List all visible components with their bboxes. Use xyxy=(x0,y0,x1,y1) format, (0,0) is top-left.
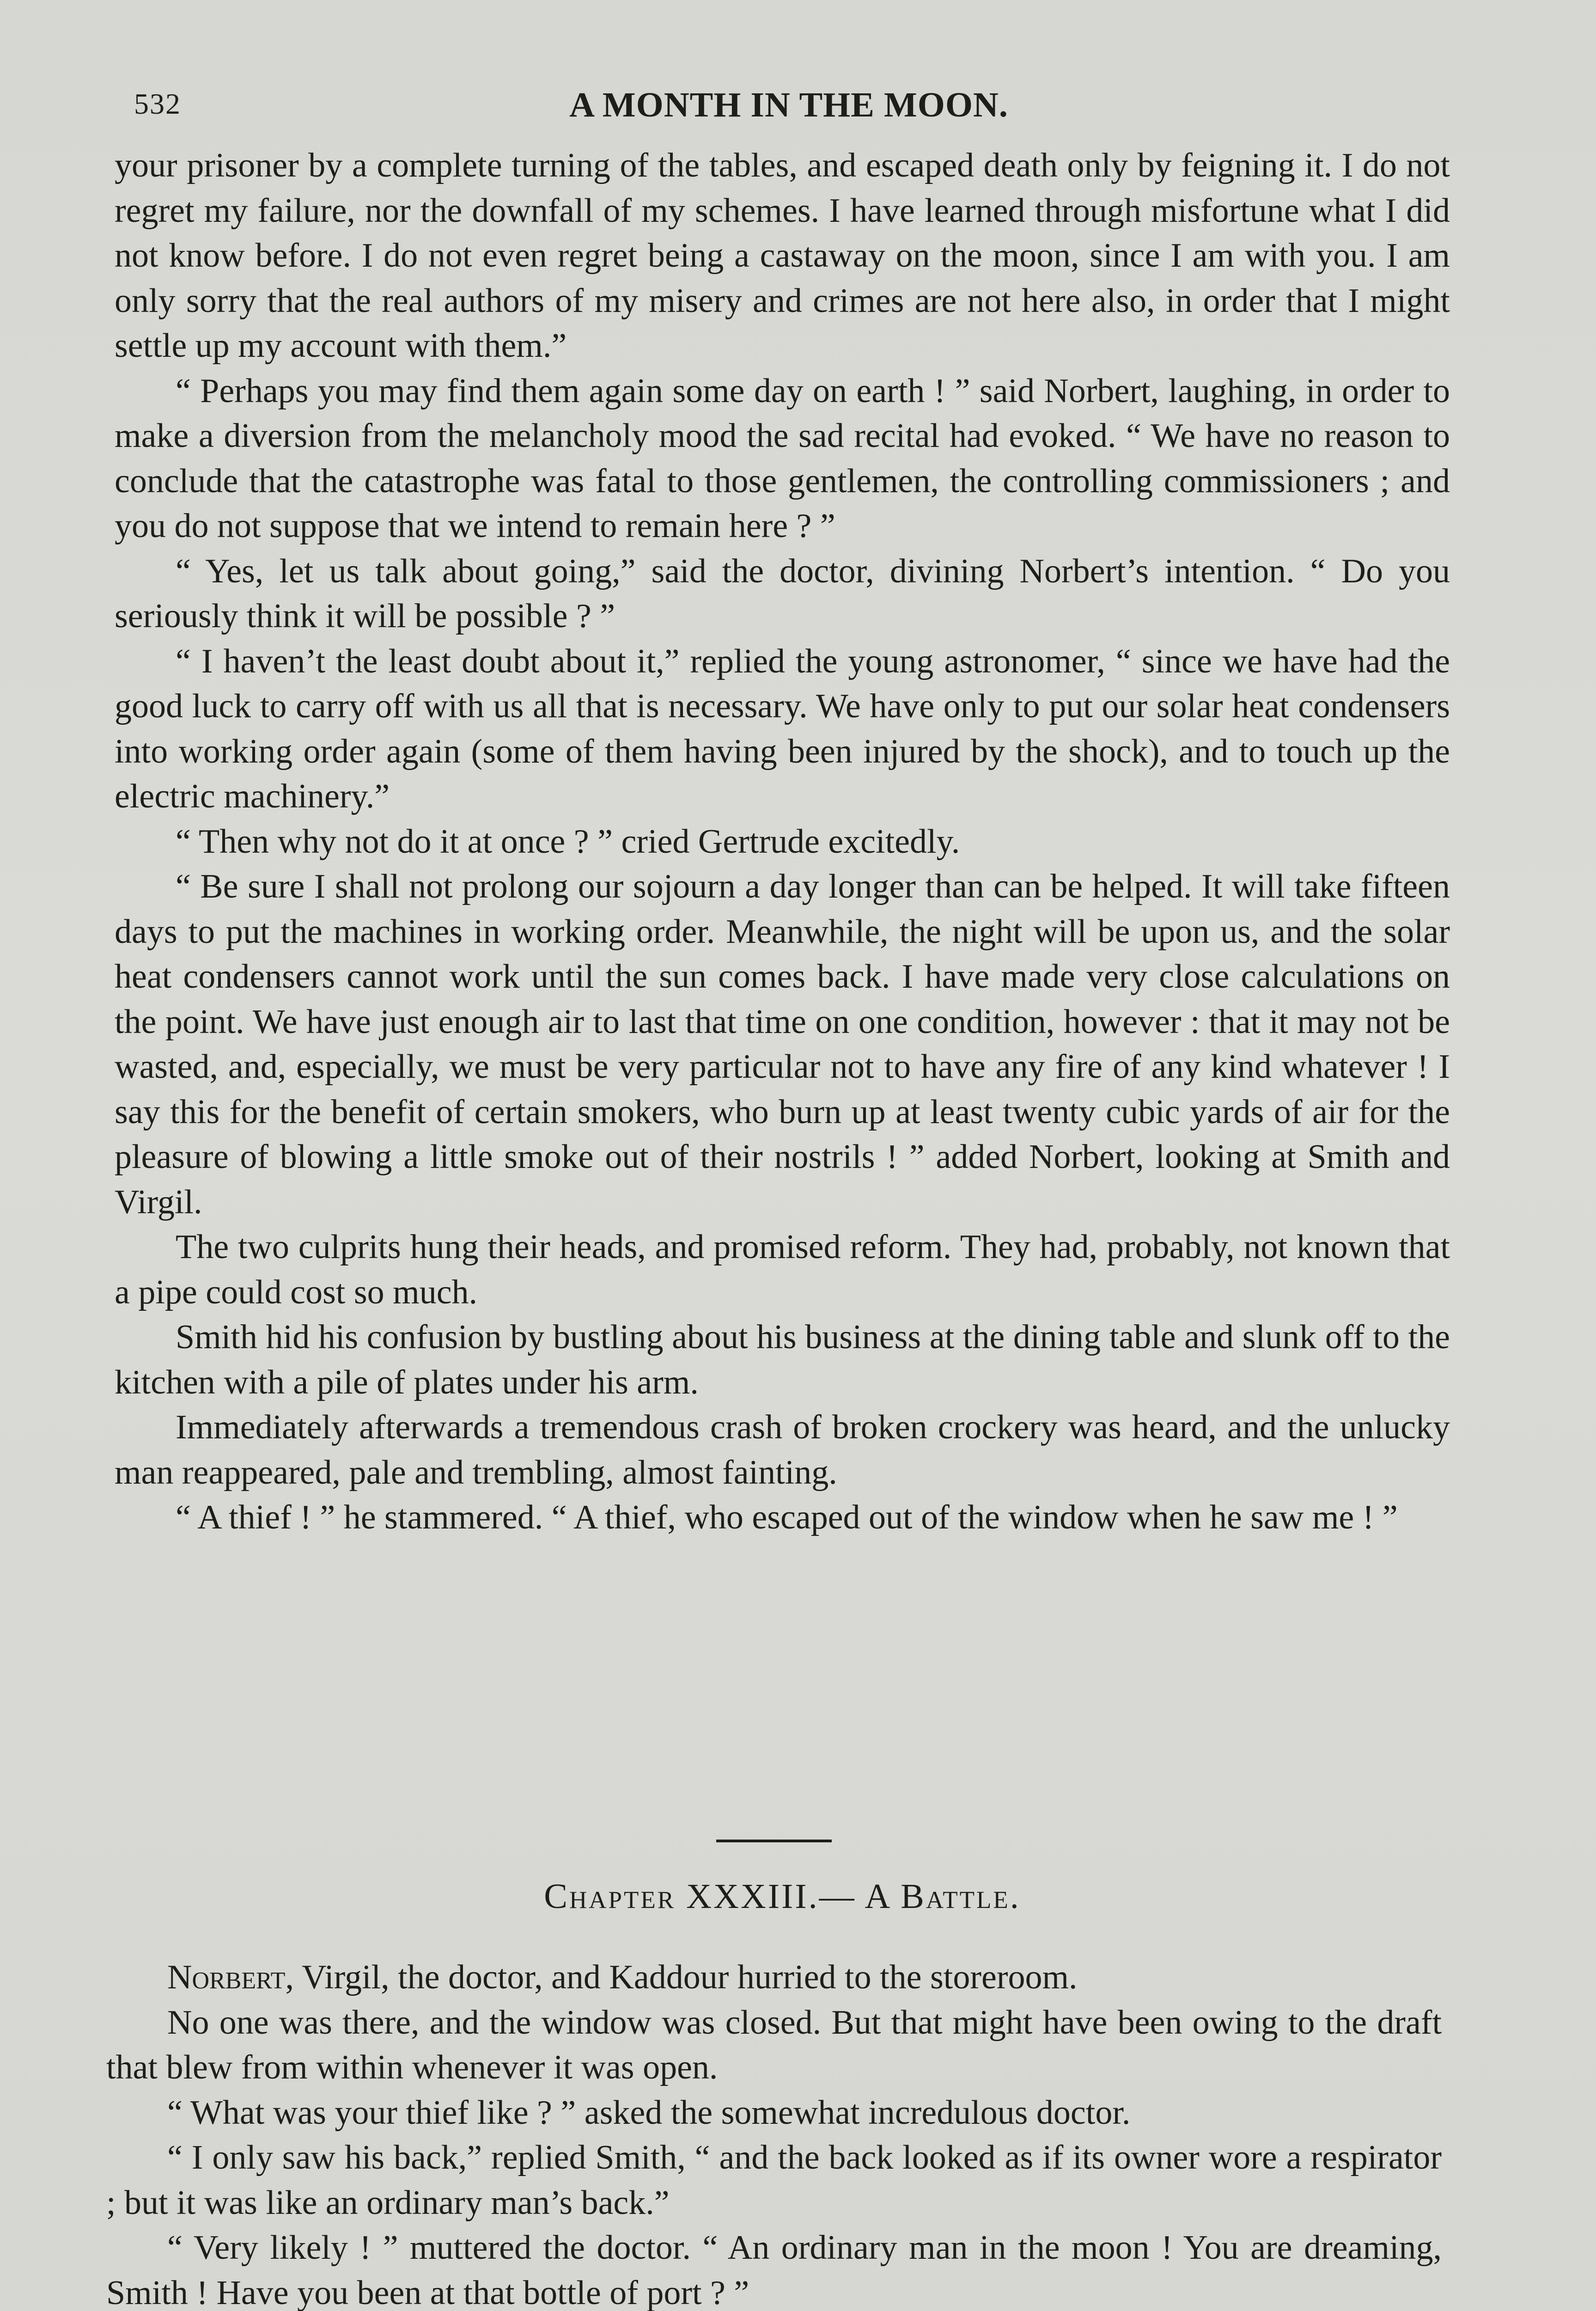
paragraph: “ I haven’t the least doubt about it,” replied the young astronomer, “ since we have had the good luck to carry off with us all that is necessary. We have only to put our solar heat condensers into working order again (some of them having been injured by the shock), and to touch up the electric machinery.” xyxy=(115,642,1450,815)
chapter-title: Chapter XXXIII.— A Battle. xyxy=(544,1877,1021,1916)
drop-word: Norbert, xyxy=(167,1958,294,1996)
paragraph: Smith hid his confusion by bustling about his business at the dining table and slunk off to the kitchen with a pile of plates under his arm. xyxy=(115,1318,1450,1401)
paragraph: “ Very likely ! ” muttered the doctor. “ An ordinary man in the moon ! You are dreaming, Smith ! Have you been at that bottle of port ? ” xyxy=(106,2229,1442,2311)
body-text xyxy=(115,143,1450,1541)
paragraph: No one was there, and the window was closed. But that might have been owing to the draft that blew from within whenever it was open. xyxy=(106,2003,1442,2086)
section-divider xyxy=(716,1840,832,1842)
paragraph: your prisoner by a complete turning of the tables, and escaped death only by feigning it. I do not regret my failure, nor the downfall of my schemes. I have learned through misfortune what I did not know before. I do not even regret being a castaway on the moon, since I am with you. I am only sorry that the real authors of my misery and crimes are not here also, in order that I might settle up my account with them.” xyxy=(115,147,1450,365)
paragraph: “ Be sure I shall not prolong our sojourn a day longer than can be helped. It will take fifteen days to put the machines in working order. Meanwhile, the night will be upon us, and the solar heat condensers cannot work until the sun comes back. I have made very close calculations on the point. We have just enough air to last that time on one condition, however : that it may not be wasted, and, especially, we must be very particular not to have any fire of any kind whatever ! I say this for the benefit of certain smokers, who burn up at least twenty cubic yards of air for the pleasure of blowing a little smoke out of their nostrils ! ” added Norbert, looking at Smith and Virgil. xyxy=(115,868,1450,1221)
paragraph-text: Virgil, the doctor, and Kaddour hurried to the storeroom. xyxy=(293,1958,1078,1996)
paragraph: “ Then why not do it at once ? ” cried Gertrude excitedly. xyxy=(176,822,960,861)
paragraph: “ Yes, let us talk about going,” said the doctor, divining Norbert’s intention. “ Do you seriously think it will be possible ? ” xyxy=(115,552,1450,635)
chapter-heading xyxy=(115,1877,1450,1917)
running-title: A MONTH IN THE MOON. xyxy=(569,86,1008,124)
paragraph: “ I only saw his back,” replied Smith, “ and the back looked as if its owner wore a respirator ; but it was like an ordinary man’s back.” xyxy=(106,2139,1442,2222)
chapter-text xyxy=(106,1955,1442,2311)
page-number: 532 xyxy=(134,87,181,120)
paragraph: The two culprits hung their heads, and promised reform. They had, probably, not known that a pipe could cost so much. xyxy=(115,1228,1450,1311)
running-head xyxy=(134,74,1444,139)
paragraph: “ Perhaps you may find them again some day on earth ! ” said Norbert, laughing, in order to make a diversion from the melancholy mood the sad recital had evoked. “ We have no reason to conclude that the catastrophe was fatal to those gentlemen, the controlling commissioners ; and you do not suppose that we intend to remain here ? ” xyxy=(115,372,1450,545)
paragraph: “ What was your thief like ? ” asked the somewhat incredulous doctor. xyxy=(167,2093,1131,2132)
paragraph xyxy=(106,1955,1442,2000)
paragraph: “ A thief ! ” he stammered. “ A thief, who escaped out of the window when he saw me ! ” xyxy=(176,1498,1398,1536)
paragraph: Immediately afterwards a tremendous crash of broken crockery was heard, and the unlucky man reappeared, pale and trembling, almost fainting. xyxy=(115,1408,1450,1492)
